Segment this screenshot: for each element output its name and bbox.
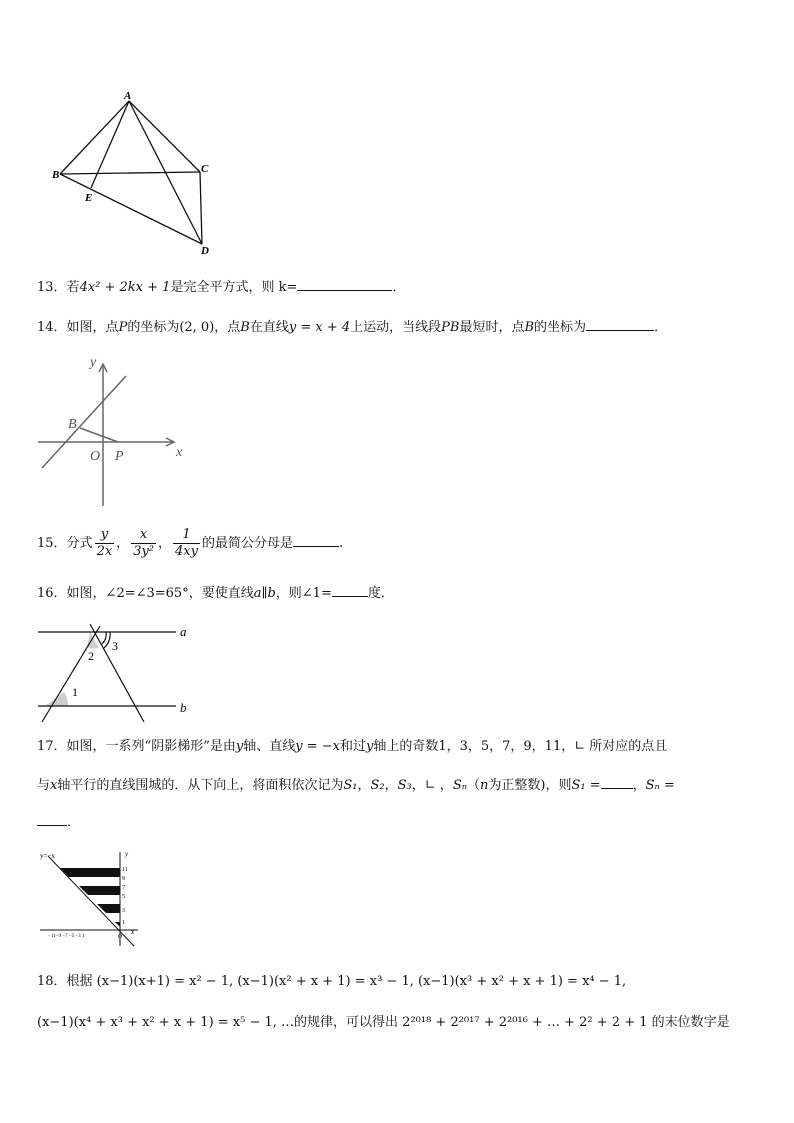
q17-s2: S₂ xyxy=(370,778,385,793)
q15-fraction-1 xyxy=(95,527,115,560)
q14-text-7: 的坐标为 xyxy=(534,320,587,335)
q14-point-b-2: B xyxy=(524,320,535,335)
fig17-ytick-3: 3 xyxy=(122,908,125,914)
q17-sn-eq: Sₙ = xyxy=(645,778,675,793)
fig14-y-label: y xyxy=(90,355,97,370)
q14-text-6: 最短时，点 xyxy=(459,320,525,335)
q17-answer-blank-2[interactable] xyxy=(37,811,67,826)
q17-text-7: 为正整数)，则 xyxy=(488,778,572,793)
question-17-line-3 xyxy=(37,811,80,833)
q17-text-1: 如图，一系列“阴影梯形”是由 xyxy=(66,739,236,754)
q13-answer-blank[interactable] xyxy=(297,276,392,291)
q17-comma-3: ，∟ ， xyxy=(411,778,453,793)
q16-number: 16． xyxy=(37,586,67,601)
q17-text-2: 轴、直线 xyxy=(243,739,296,754)
q17-paren: （ xyxy=(467,778,481,793)
label-D: D xyxy=(201,245,209,257)
fig16-angle-1: 1 xyxy=(72,685,78,699)
fig17-ytick-7: 7 xyxy=(122,885,125,891)
q14-point-b: B xyxy=(240,320,250,335)
q15-end: . xyxy=(339,536,344,551)
q15-number: 15． xyxy=(37,536,67,551)
q18-number: 18． xyxy=(37,974,67,989)
q17-number: 17． xyxy=(37,739,67,754)
fig17-ytick-5: 5 xyxy=(122,894,125,900)
fig14-b-label: B xyxy=(68,417,77,432)
q17-y-2: y xyxy=(365,739,374,754)
q15-text-2: 的最简公分母是 xyxy=(201,536,293,551)
q15-f2-numerator: x xyxy=(131,527,156,544)
q13-end: ． xyxy=(392,280,406,295)
q14-segment-pb: PB xyxy=(441,320,460,335)
q17-y: y xyxy=(235,739,244,754)
coordinate-figure xyxy=(36,348,196,510)
question-18-line-2 xyxy=(37,1013,730,1033)
fig14-origin-label: O xyxy=(90,449,101,464)
q17-x: x xyxy=(50,778,58,793)
question-16 xyxy=(37,582,394,604)
fig17-ytick-11: 11 xyxy=(122,867,128,873)
parallel-lines-figure xyxy=(36,620,206,724)
q15-f3-denominator: 4xy xyxy=(175,544,198,559)
q14-text-4: 在直线 xyxy=(249,320,289,335)
fig17-ytick-9: 9 xyxy=(122,876,125,882)
q17-equation: y = −x xyxy=(295,739,340,754)
fig16-angle-3: 3 xyxy=(112,639,118,653)
q14-point-p: P xyxy=(118,320,128,335)
q15-f2-denominator: 3y² xyxy=(133,544,155,559)
fig17-ytick-1: 1 xyxy=(122,920,125,926)
q17-text-4: 轴上的奇数1，3，5，7，9，11，∟ 所对应的点且 xyxy=(373,739,668,754)
fig16-angle-2: 2 xyxy=(88,649,94,663)
q16-text-2: ，则∠1= xyxy=(275,586,332,601)
question-13 xyxy=(37,276,405,298)
q13-number: 13． xyxy=(37,280,67,295)
q14-number: 14． xyxy=(37,320,67,335)
fig17-x-label: x xyxy=(131,928,135,936)
q15-text-1: 分式 xyxy=(66,536,93,551)
q15-f1-numerator: y xyxy=(95,527,115,544)
q17-text-3: 和过 xyxy=(339,739,366,754)
q17-sn: Sₙ xyxy=(452,778,467,793)
question-15 xyxy=(37,527,343,561)
q15-f3-numerator: 1 xyxy=(173,527,200,544)
q15-f1-denominator: 2x xyxy=(96,544,113,559)
q17-answer-blank-1[interactable] xyxy=(601,774,633,789)
q14-text-2: 的坐标为 xyxy=(127,320,180,335)
q16-text-1: 如图，∠2=∠3=65°，要使直线 xyxy=(66,586,254,601)
question-14 xyxy=(37,316,667,338)
q15-sep-2: ， xyxy=(158,536,172,551)
q16-parallel: a∥b xyxy=(253,586,276,601)
q17-s3: S₃ xyxy=(397,778,412,793)
fig14-x-label: x xyxy=(176,445,183,460)
q18-text-1: 根据 (x−1)(x+1) = x² − 1, (x−1)(x² + x + 1) = x³ − 1, (x−1)(x³ + x² + x + 1) = x⁴ − 1, xyxy=(66,974,627,989)
q14-text-5: 上运动，当线段 xyxy=(350,320,442,335)
q16-answer-blank[interactable] xyxy=(332,582,368,597)
q16-end: 度． xyxy=(367,586,394,601)
fig17-y-label: y xyxy=(125,850,129,858)
shaded-trapezoids xyxy=(60,868,120,926)
q14-coordinate: (2, 0) xyxy=(179,320,215,335)
label-B: B xyxy=(52,169,60,181)
fig16-b-label: b xyxy=(180,700,187,715)
q13-expression: 4x² + 2kx + 1 xyxy=(79,280,171,295)
q15-sep-1: ， xyxy=(116,536,130,551)
label-C: C xyxy=(201,163,209,175)
trapezoid-figure xyxy=(38,846,144,950)
q14-end: ． xyxy=(654,320,668,335)
q15-fraction-2 xyxy=(131,527,156,560)
question-18-line-1 xyxy=(37,972,626,992)
q14-answer-blank[interactable] xyxy=(586,316,654,331)
q17-s1-eq: S₁ = xyxy=(571,778,601,793)
fig14-p-label: P xyxy=(115,449,124,464)
label-A: A xyxy=(124,90,132,102)
label-E: E xyxy=(85,192,93,204)
q17-end: ． xyxy=(67,815,81,830)
q13-text-after: 是完全平方式，则 k= xyxy=(170,280,298,295)
fig17-xticks: −11−9 −7 −5 −3 1 xyxy=(48,934,85,939)
question-17-line-1 xyxy=(37,737,667,757)
q17-n: n xyxy=(480,778,489,793)
q17-comma-1: ， xyxy=(357,778,371,793)
q15-answer-blank[interactable] xyxy=(293,532,339,547)
question-17-line-2 xyxy=(37,774,675,796)
fig17-origin-label: O xyxy=(118,934,123,940)
q17-text-6: 轴平行的直线围城的．从下向上，将面积依次记为 xyxy=(57,778,344,793)
q15-fraction-3 xyxy=(173,527,200,560)
q14-line-equation: y = x + 4 xyxy=(288,320,351,335)
q18-text-2: (x−1)(x⁴ + x³ + x² + x + 1) = x⁵ − 1, …的规律，可以得出 2²⁰¹⁸ + 2²⁰¹⁷ + 2²⁰¹⁶ + … + 2² + 2 + 1 的末位数字是 xyxy=(37,1015,730,1030)
q17-text-5: 与 xyxy=(37,778,51,793)
q13-text: 若 xyxy=(66,280,80,295)
q17-s1: S₁ xyxy=(343,778,358,793)
q17-comma-2: ， xyxy=(384,778,398,793)
triangle-figure xyxy=(50,88,220,258)
fig17-equation-label: y=−x xyxy=(40,852,55,860)
q17-comma-4: ， xyxy=(632,778,646,793)
q14-text-3: ，点 xyxy=(214,320,241,335)
fig16-a-label: a xyxy=(180,624,187,639)
q14-text-1: 如图，点 xyxy=(66,320,119,335)
